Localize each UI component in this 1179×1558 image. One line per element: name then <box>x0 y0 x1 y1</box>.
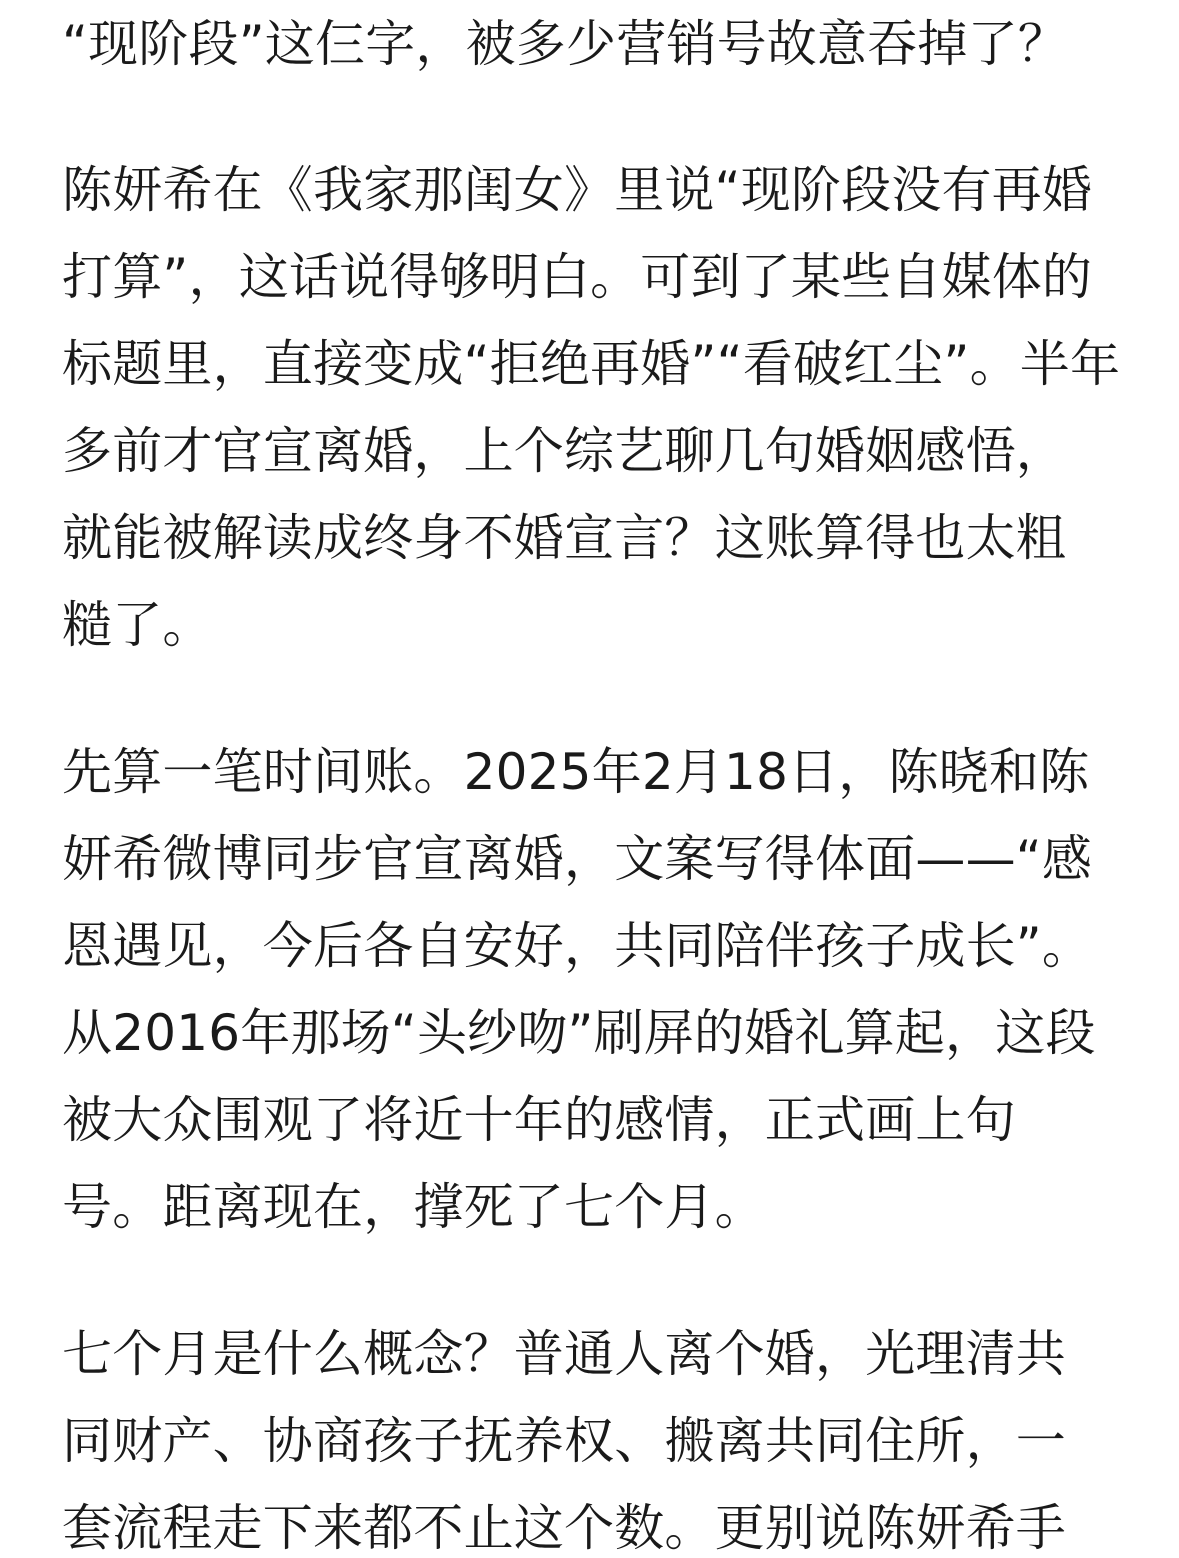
paragraph-4-line-2: 同财产、协商孩子抚养权、搬离共同住所，一 <box>62 1412 1066 1470</box>
article-heading: “现阶段”这仨字，被多少营销号故意吞掉了？ <box>62 15 1069 73</box>
paragraph-3-line-3: 恩遇见，今后各自安好，共同陪伴孩子成长”。 <box>62 917 1093 975</box>
paragraph-2-line-1: 陈妍希在《我家那闺女》里说“现阶段没有再婚 <box>62 161 1093 219</box>
paragraph-2-line-2: 打算”，这话说得够明白。可到了某些自媒体的 <box>62 248 1093 306</box>
paragraph-2-line-5: 就能被解读成终身不婚宣言？这账算得也太粗 <box>62 509 1066 567</box>
paragraph-4-line-3: 套流程走下来都不止这个数。更别说陈妍希手 <box>62 1499 1066 1557</box>
paragraph-3-line-4: 从2016年那场“头纱吻”刷屏的婚礼算起，这段 <box>62 1004 1096 1062</box>
paragraph-3-line-5: 被大众围观了将近十年的感情，正式画上句 <box>62 1091 1016 1149</box>
paragraph-3-line-2: 妍希微博同步官宣离婚，文案写得体面——“感 <box>62 830 1093 888</box>
paragraph-2-line-3: 标题里，直接变成“拒绝再婚”“看破红尘”。半年 <box>62 335 1121 393</box>
paragraph-2-line-6: 糙了。 <box>62 596 213 654</box>
paragraph-2-line-4: 多前才官宣离婚，上个综艺聊几句婚姻感悟， <box>62 422 1066 480</box>
paragraph-3-line-1: 先算一笔时间账。2025年2月18日，陈晓和陈 <box>62 743 1090 801</box>
paragraph-3-line-6: 号。距离现在，撑死了七个月。 <box>62 1178 765 1236</box>
paragraph-4-line-1: 七个月是什么概念？普通人离个婚，光理清共 <box>62 1325 1066 1383</box>
